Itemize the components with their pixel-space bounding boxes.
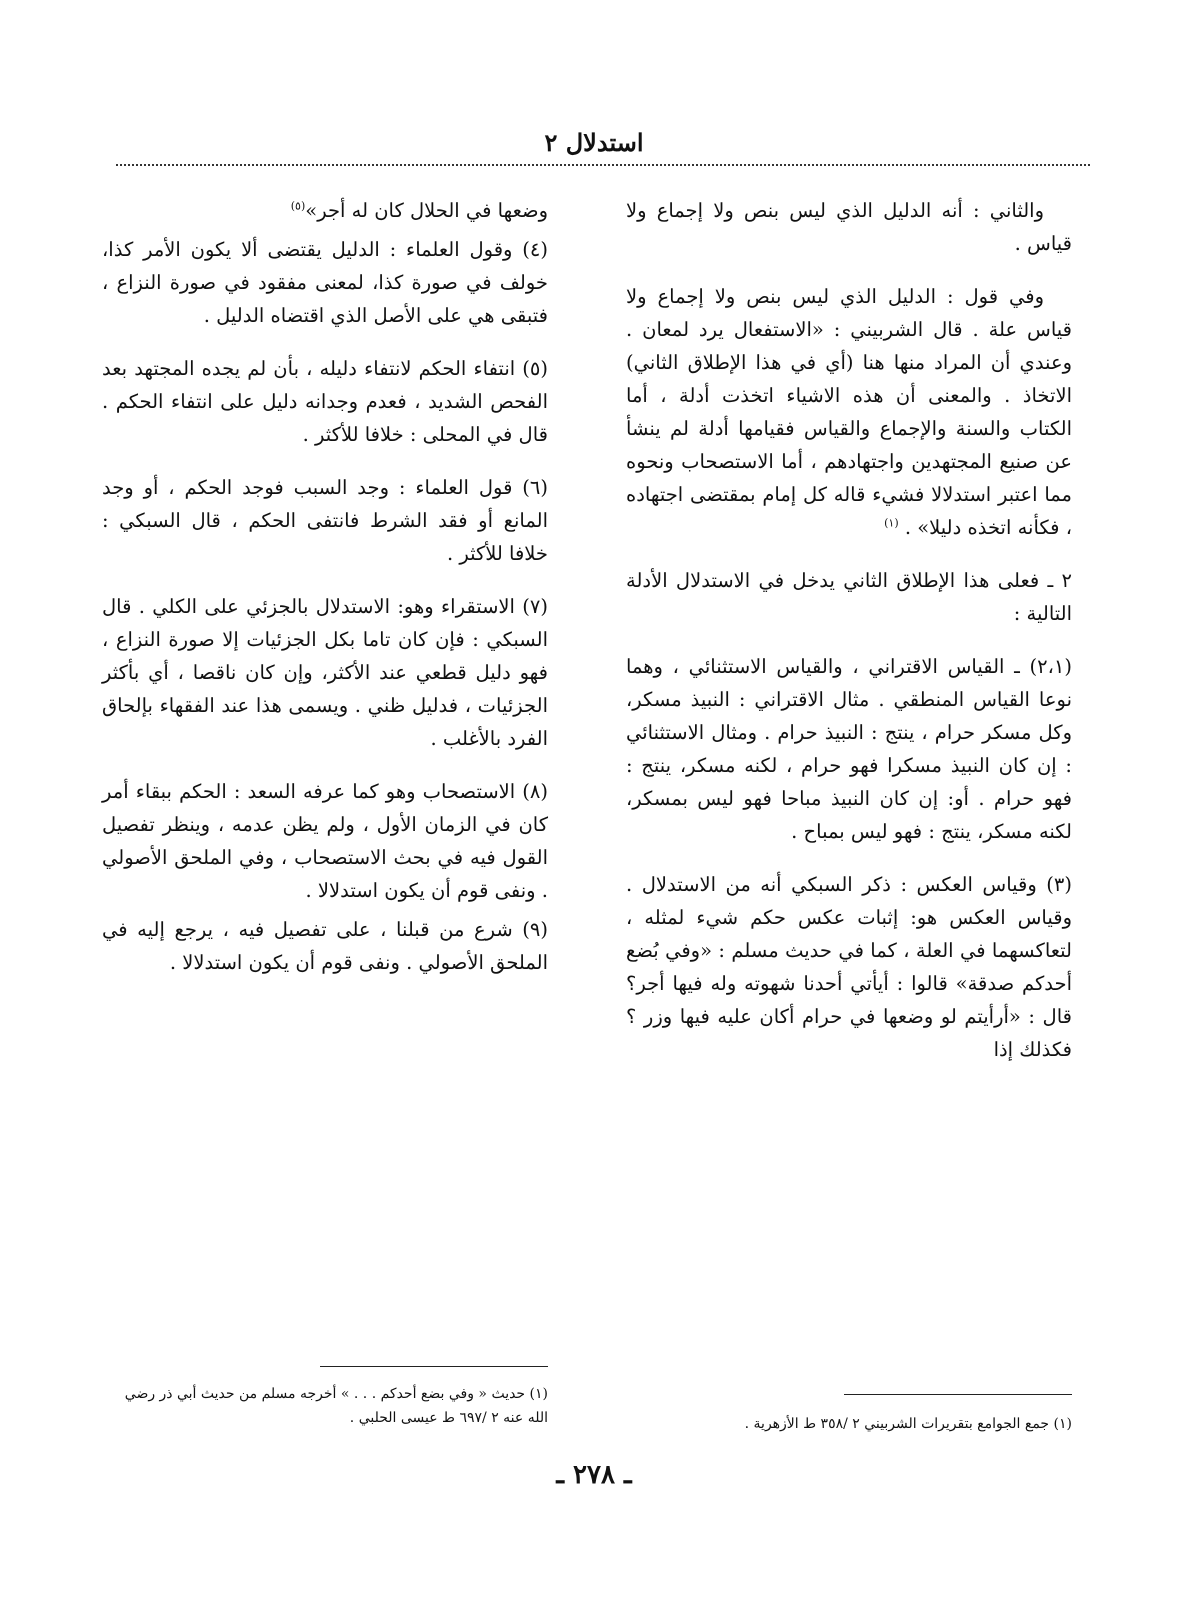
footnote-marker: (٥) xyxy=(290,199,306,213)
paragraph-continuation xyxy=(102,194,548,227)
paragraph-item-7: (٧) الاستقراء وهو: الاستدلال بالجزئي على الكلي . قال السبكي : فإن كان تاما بكل الجزئيات إلا صورة النزاع ، فهو دليل قطعي عند الأكثر، وإن كان ناقصا ، أي بأكثر الجزئيات ، فدليل ظني . ويسمى هذا عند الفقهاء بإلحاق الفرد بالأغلب . xyxy=(102,595,548,750)
footnote-right: (١) جمع الجوامع بتقريرات الشربيني ٢ /٣٥٨ ط الأزهرية . xyxy=(744,1416,1072,1432)
paragraph-item-9: (٩) شرع من قبلنا ، على تفصيل فيه ، يرجع إليه في الملحق الأصولي . ونفى قوم أن يكون استدلالا . xyxy=(102,918,548,974)
header-dotted-rule xyxy=(116,164,1090,166)
left-column xyxy=(102,194,548,999)
paragraph-item-6: (٦) قول العلماء : وجد السبب فوجد الحكم ، أو وجد المانع أو فقد الشرط فانتفى الحكم ، قال السبكي : خلافا للأكثر . xyxy=(102,476,548,565)
footnote-marker: (١) xyxy=(884,516,899,530)
paragraph-item-3: (٣) وقياس العكس : ذكر السبكي أنه من الاستدلال . وقياس العكس هو: إثبات عكس حكم شيء لمثله ، لتعاكسهما في العلة ، كما في حديث مسلم : «وفي بُضع أحدكم صدقة» قالوا : أيأتي أحدنا شهوته وله فيها أجر؟ قال : «أرأيتم لو وضعها في حرام أكان عليه فيها وزر ؟ فكذلك إذا xyxy=(626,873,1072,1061)
paragraph-item-4: (٤) وقول العلماء : الدليل يقتضى ألا يكون الأمر كذا، خولف في صورة كذا، لمعنى مفقود في صورة النزاع ، فتبقى هي على الأصل الذي اقتضاه الدليل . xyxy=(102,238,548,327)
right-column xyxy=(626,194,1072,1072)
page-title: استدلال ٢ xyxy=(544,128,644,157)
paragraph-item-8: (٨) الاستصحاب وهو كما عرفه السعد : الحكم ببقاء أمر كان في الزمان الأول ، ولم يظن عدمه ، وينظر تفصيل القول فيه في بحث الاستصحاب ، وفي الملحق الأصولي . ونفى قوم أن يكون استدلالا . xyxy=(102,780,548,902)
paragraph-text: وضعها في الحلال كان له أجر» xyxy=(305,199,548,222)
footnote-rule-left xyxy=(320,1366,548,1367)
paragraph-section-2: ٢ ـ فعلى هذا الإطلاق الثاني يدخل في الاستدلال الأدلة التالية : xyxy=(626,569,1072,625)
paragraph-sharbini-quote xyxy=(626,280,1072,544)
paragraph-text: وفي قول : الدليل الذي ليس بنص ولا إجماع ولا قياس علة . قال الشربيني : «الاستفعال يرد لمعان . وعندي أن المراد منها هنا (أي في هذا الإطلاق الثاني) الاتخاذ . والمعنى أن هذه الاشياء اتخذت أدلة ، أما الكتاب والسنة والإجماع والقياس فقيامها أدلة لم ينشأ عن صنيع المجتهدين واجتهادهم ، أما الاستصحاب ونحوه مما اعتبر استدلالا فشيء قاله كل إمام بمقتضى اجتهاده ، فكأنه اتخذه دليلا» . xyxy=(626,285,1072,539)
paragraph-item-1-2: (٢،١) ـ القياس الاقتراني ، والقياس الاستثنائي ، وهما نوعا القياس المنطقي . مثال الاقتراني : النبيذ مسكر، وكل مسكر حرام ، ينتج : النبيذ حرام . ومثال الاستثنائي : إن كان النبيذ مسكرا فهو حرام ، لكنه مسكر، ينتج : فهو حرام . أو: إن كان النبيذ مباحا فهو ليس بمسكر، لكنه مسكر، ينتج : فهو ليس بمباح . xyxy=(626,655,1072,843)
paragraph-item-5: (٥) انتفاء الحكم لانتفاء دليله ، بأن لم يجده المجتهد بعد الفحص الشديد ، فعدم وجدانه دليل على انتفاء الحكم . قال في المحلى : خلافا للأكثر . xyxy=(102,357,548,446)
paragraph-second-meaning: والثاني : أنه الدليل الذي ليس بنص ولا إجماع ولا قياس . xyxy=(626,199,1072,255)
footnote-rule-right xyxy=(844,1394,1072,1395)
footnote-left: (١) حديث « وفي بضع أحدكم . . . » أخرجه مسلم من حديث أبي ذر رضي الله عنه ٢ /٦٩٧ ط عيسى الحلبي . xyxy=(124,1386,548,1426)
page-number: ـ ٢٧٨ ـ xyxy=(556,1460,632,1490)
